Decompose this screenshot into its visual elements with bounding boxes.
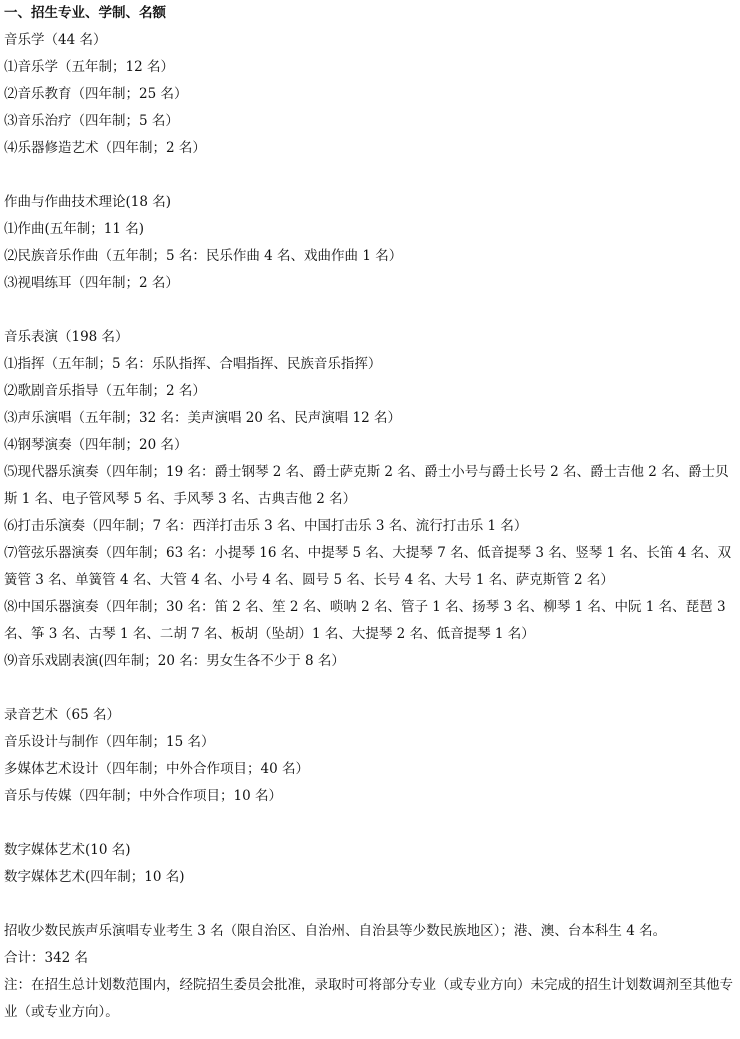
spacer <box>4 891 738 918</box>
list-item: ⑴指挥（五年制；5 名：乐队指挥、合唱指挥、民族音乐指挥） <box>4 356 382 372</box>
section-title-composition: 作曲与作曲技术理论(18 名) <box>4 194 172 210</box>
list-item: ⑵民族音乐作曲（五年制；5 名：民乐作曲 4 名、戏曲作曲 1 名） <box>4 248 403 264</box>
section-title-digital-media: 数字媒体艺术(10 名) <box>4 842 131 858</box>
list-item: ⑷乐器修造艺术（四年制；2 名） <box>4 140 206 156</box>
spacer <box>4 810 738 837</box>
extra-note: 招收少数民族声乐演唱专业考生 3 名（限自治区、自治州、自治县等少数民族地区）；港、澳、台本科生 4 名。 <box>4 923 667 939</box>
total-count: 合计：342 名 <box>4 950 89 966</box>
document-body <box>4 0 738 1026</box>
list-item: ⑸现代器乐演奏（四年制；19 名：爵士钢琴 2 名、爵士萨克斯 2 名、爵士小号与爵士长号 2 名、爵士吉他 2 名、爵士贝斯 1 名、电子管风琴 5 名、手风琴 3 名、古典吉他 2 名） <box>4 464 729 507</box>
list-item: 音乐设计与制作（四年制；15 名） <box>4 734 215 750</box>
section-title-recording: 录音艺术（65 名） <box>4 707 120 723</box>
list-item: ⑴作曲(五年制；11 名) <box>4 221 145 237</box>
section-title-musicology: 音乐学（44 名） <box>4 32 107 48</box>
list-item: ⑺管弦乐器演奏（四年制；63 名：小提琴 16 名、中提琴 5 名、大提琴 7 名、低音提琴 3 名、竖琴 1 名、长笛 4 名、双簧管 3 名、单簧管 4 名、大管 4 名、小号 4 名、圆号 5 名、长号 4 名、大号 1 名、萨克斯管 2 名） <box>4 545 732 588</box>
list-item: ⑶视唱练耳（四年制；2 名） <box>4 275 179 291</box>
list-item: ⑶音乐治疗（四年制；5 名） <box>4 113 179 129</box>
footnote: 注：在招生总计划数范围内，经院招生委员会批准，录取时可将部分专业（或专业方向）未完成的招生计划数调剂至其他专业（或专业方向）。 <box>4 977 733 1020</box>
list-item: ⑷钢琴演奏（四年制；20 名） <box>4 437 188 453</box>
list-item: ⑴音乐学（五年制；12 名） <box>4 59 174 75</box>
list-item: ⑹打击乐演奏（四年制；7 名：西洋打击乐 3 名、中国打击乐 3 名、流行打击乐 1 名） <box>4 518 528 534</box>
list-item: ⑵歌剧音乐指导（五年制；2 名） <box>4 383 206 399</box>
spacer <box>4 162 738 189</box>
spacer <box>4 675 738 702</box>
list-item: ⑼音乐戏剧表演(四年制；20 名：男女生各不少于 8 名） <box>4 653 345 669</box>
list-item: ⑵音乐教育（四年制；25 名） <box>4 86 188 102</box>
list-item: ⑶声乐演唱（五年制；32 名：美声演唱 20 名、民声演唱 12 名） <box>4 410 401 426</box>
list-item: ⑻中国乐器演奏（四年制；30 名：笛 2 名、笙 2 名、唢呐 2 名、管子 1 名、扬琴 3 名、柳琴 1 名、中阮 1 名、琵琶 3 名、筝 3 名、古琴 1 名、二胡 7 名、板胡（坠胡）1 名、大提琴 2 名、低音提琴 1 名） <box>4 599 726 642</box>
section-title-performance: 音乐表演（198 名） <box>4 329 129 345</box>
list-item: 多媒体艺术设计（四年制；中外合作项目；40 名） <box>4 761 309 777</box>
list-item: 数字媒体艺术(四年制；10 名) <box>4 869 185 885</box>
section-heading: 一、招生专业、学制、名额 <box>4 5 166 21</box>
list-item: 音乐与传媒（四年制；中外合作项目；10 名） <box>4 788 282 804</box>
spacer <box>4 297 738 324</box>
